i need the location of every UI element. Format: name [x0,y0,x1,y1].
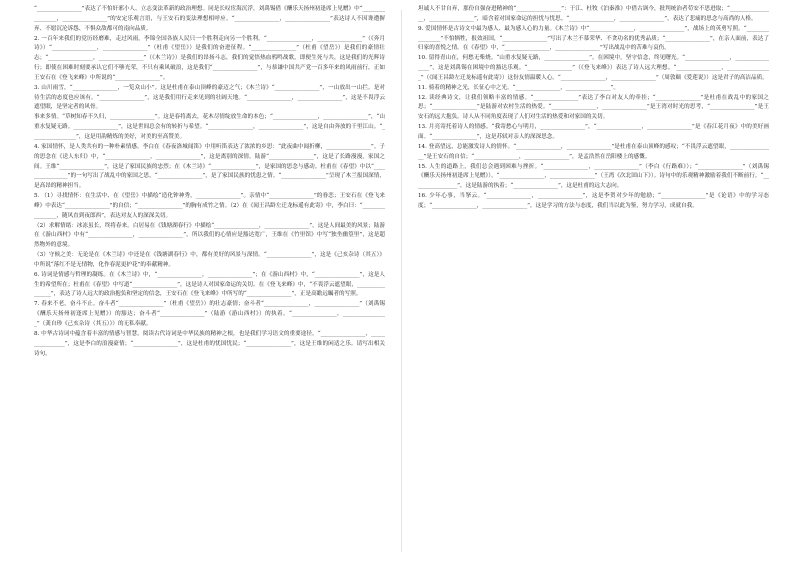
paragraph: 7. 春来不老，奋斗不止。奋斗者“________________”（杜甫《望岳》）的壮志豪情；奋斗者“________________，________________”（刘禹锡《酬乐天扬州初逢席上见赠》）的豁达；奋斗者“________________”（陆游《游山西村》）的执着。“________________，________________”（龚自珍《己亥杂诗（其五）》）的无私奉献。 [34,301,385,327]
paragraph: 坦诚人不甘自弃，那份自强奋进精神的“________________”：于江、杜牧《泊秦淮》中借古讽今，批判统治者苟安不思进取；“________________，________________”，暗含着对国家命运的担忧与忧思。“________________，________________”，表达了悲痛的思念与高尚的人格。 [418,6,769,22]
paragraph: 3. 山川雨雪，“________________，一览众山小”。这是杜甫在泰山顶峰的豪迈之气；《木兰诗》“________________”，一山放出一山拦。是对待生活的态度也应该有。“________________”，这是我们用行走来见到的壮阔天地。“________________，________________”，这是不畏浮云遮望眼，是坚定者的风骨。 [34,84,385,111]
paragraph: 16. 少年心事，当拏云。“________________，________________”，这是李贺对少年的勉励；“________________”是《论语》中的学习态度；“________________，________________”，这是学习的方法与态度，我们当以此为鉴，努力学习，成就自我。 [418,193,769,209]
paragraph: 6. 诗词是情感与哲理的凝练。在《木兰诗》中，“________________，________________”；在《游山西村》中，“________________”，这是人生的希望所在；杜甫在《春望》中写道“________________”，这是诗人对国家命运的关切。在《登飞来峰》中，“不畏浮云遮望眼，________________”，表达了诗人远大的政治抱负和坚定的信念，王安石在《登飞来峰》中所写的“________________”，正是高瞻远瞩者的写照。 [34,271,385,298]
paragraph: 2. 一百年来我们的党历经磨难，走过风雨。李锦全国各族人民只一个胜利走向另一个胜利。“________________，________________”（《奔月诗》）“________________，________________”（杜甫《望岳》）是我们的奋进征程。“________________”（杜甫《望岳》）是我们的豪情壮志；“________________，________________”（《木兰诗》）是我们的昂扬斗志，我们的觉悟热血鸦鸣战歌，即便生死与共，这是我们的光辉诗行；即使在困难时刻要承认它们不够光荣，不只有乘风破浪，这是我们“________________”，与恭谦中国共产党一百多年来的风雨前行，正如王安石在《登飞来峰》中所说的“________________”。 [34,35,385,81]
paragraph: 13. 月亮寄托着诗人的情感。“我寄愁心与明月，________________”，“________________，________________”是《春江花月夜》中的美好画面。“________________”，这是苏轼对亲人的深深思念。 [418,124,769,140]
paragraph: “________________”表达了不怕奸邪小人、立志变法革新的政治理想。同是长叹宦海沉浮，刘禹锡借《酬乐天扬州初逢席上见赠》中“________________，________________”的安定乐观言语，与王安石的变法理想相呼应。“________________，________________”表达诗人不因谗遭摒弃、不愿沉沦诉怨、不惧众敌都可的南向品质。 [34,6,385,32]
paragraph: 12. 读经典诗文，让我们领略丰富的情感。“________________”表达了李白对友人的牵挂；“________________”是杜甫在战乱中的家国之思；“________________”是陆游对农村生活的热爱。“________________，________________”是王湾对时光的思考，“________________”是王安石的远大抱负。诗人从不同角度表现了人们对生活的热爱和对家国的关切。 [418,94,769,121]
paragraph: 4. 家国情怀，是人类共有的一种朴素情感。李白在《春夜洛城闻笛》中用听笛表达了浓浓的乡思：“此夜曲中闻折柳，________________”。子的思念在《送人东归》中，“________________，________________”，这是离别的深情。陆游“________________”，这是了长路漫漫，家国之间。王维“________________”，这是了家国民族的忠烈；在《木兰诗》“________________”，是家国的思念与感动。杜甫在《春望》中以“________________”的一句写出了战乱中的家国之思，“________________”，是了家国民族的忧患之情。“________________”呈现了木兰报国深情，是高昂的精神担当。 [34,143,385,190]
right-column [418,5,769,556]
paragraph: 8. 中华古诗词中蕴含着丰富的情感与智慧，阅读古代诗词是中华民族的精神之根，也是我们学习语文的重要途径。“________________，________________”，这是李白的浪漫豪情；“________________”，这是杜甫的忧国忧民；“________________”，这是王维的闲适之乐。请写出相关诗句。 [34,330,385,357]
paragraph: （2）求解情绪：冰冻虽长，终将春来。白居易在《钱塘湖春行》中描绘“________________，________________”，这是人间最美的风景；陆游在《游山西村》中有“________________，________________”，所以我们的心情应是豁达宽广，王维在《竹里馆》中写“独坐幽篁里”，这是超然物外的意境。 [34,222,385,249]
paragraph: 14. 登高望远，总能激发诗人的情怀。“________________，________________”是杜甫在泰山顶峰的感叹；“不畏浮云遮望眼，________________”是王安石的自信；“________________，________________”，是孟浩然在岳阳楼上的感慨。 [418,143,769,160]
paragraph: 11. 骑着的精神之光，长征心中之光。“________________，________________”。 [418,84,619,91]
left-column [34,5,385,556]
paragraph: 事来多情。“草树知春不久归，________________”。这是春将离去，花木尽情绽放生命的本色；“________________，________________”，“山重水复疑无路。________________”，这是世间总会有的转折与希望。“________________，________________”，这是自由奔放的千里江山。“________________”，这是用韵精炼的美好，对美的至高赞美。 [34,114,385,140]
paragraph: 15. 人生的道路上，我们总会遇到困难与挫折。“________________，________________”（李白《行路难》）；“________________”（刘禹锡《酬乐天扬州初逢席上见赠》）。“________________，________________”（王湾《次北固山下》）。诗句中的乐观精神激励着我们不断前行。“________________”，这是陆游的执着；“________________”，这是杜甫的远大志向。 [418,163,769,190]
paragraph: （3）守候之美：无论是在《木兰诗》中还是在《钱塘湖春行》中，都有美好的风景与深情。“________________”，这是《己亥杂诗（其五）》中所说“落红不是无情物，化作春泥更护花”的奉献精神。 [34,252,385,268]
paragraph: 10. 留得青山在，何愁无柴烧。“山重水复疑无路，________________”。在困境中，坚守信念，终见曙光。“________________，________________”，这是刘禹锡在困境中的豁达乐观。“________________”（《登飞来峰》）表达了诗人远大理想。“________________，________________”（《闻王昌龄左迁龙标遥有此寄》）这份友情温暖人心。“________________，________________”（周敦颐《爱莲说》）这是君子的高洁品质。 [418,55,769,81]
paragraph: 5. （1）寻找情怀：在生活中、在《望岳》中描绘“造化钟神秀，________________”。亲情中“________________”的眷恋；王安石在《登飞来峰》中表达“________________”的自信；“________________”的胸有成竹之情。（2）在《闻王昌龄左迁龙标遥有此寄》中，李白曰：“________________，随风直到夜郎西”，表达对友人的深深关切。 [34,193,385,219]
column-divider [401,10,402,552]
paragraph: 9. 爱国情怀是古诗文中最为感人、最为感人心的力量。《木兰诗》中“________________，________________”，战场上的英勇写照。“________________”不怕牺牲，报效祖国，“________________”写出了木兰不慕荣华、不贪功名的优秀品质；“________________”，在亲人面前，表达了归家的喜悦之情。在《春望》中，“________________，________________”写出战乱中的苦难与哀伤。 [418,25,769,52]
